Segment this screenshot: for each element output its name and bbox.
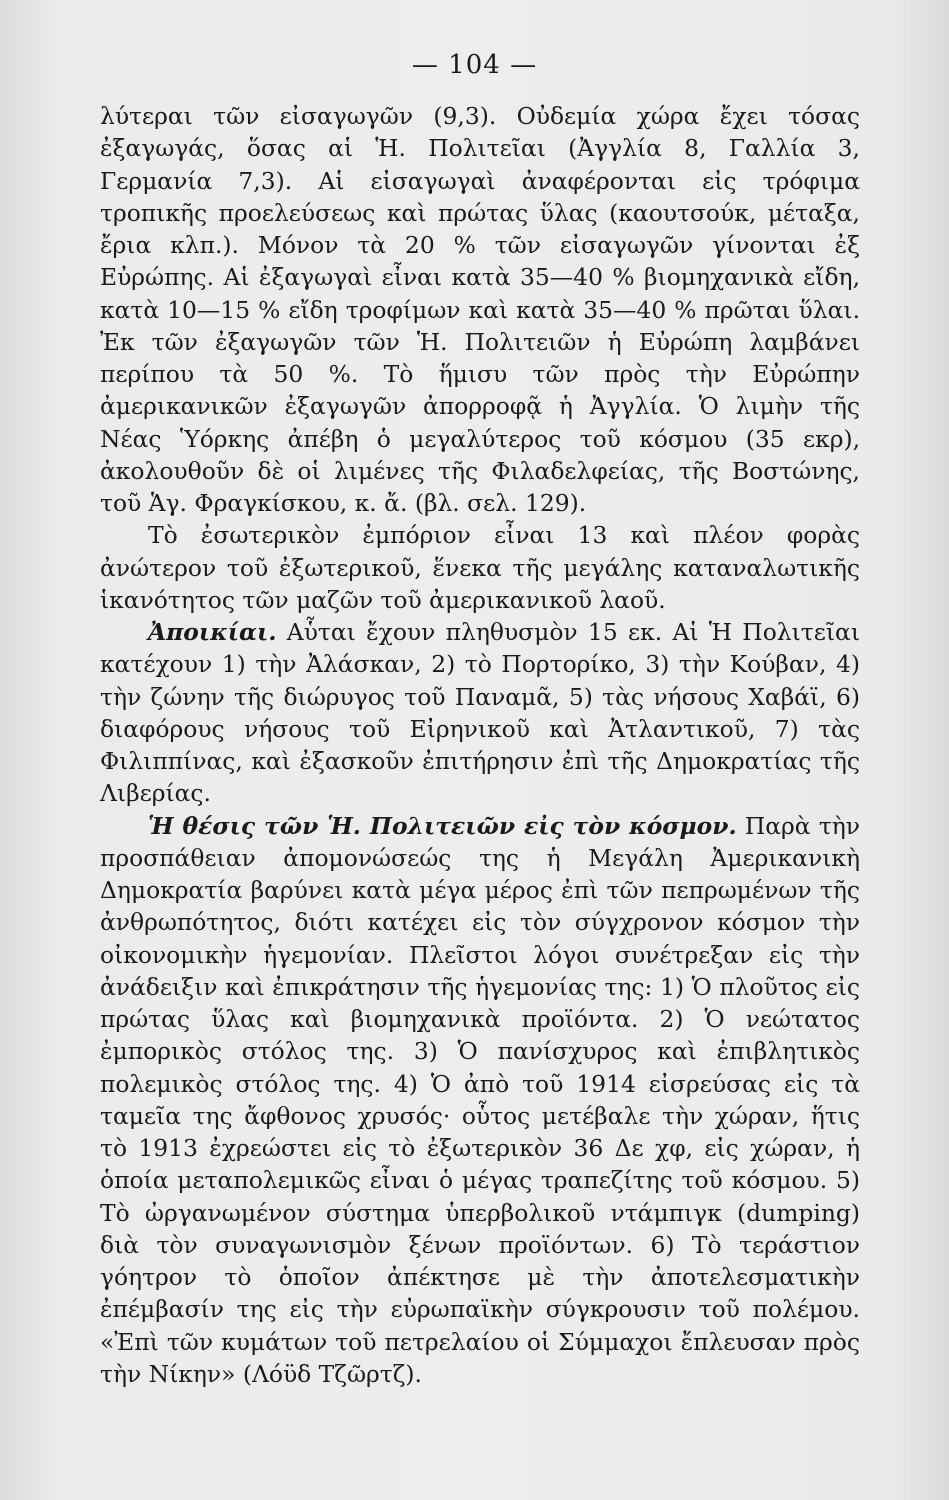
paragraph-colonies xyxy=(100,616,860,810)
paragraph-text: Αὗται ἔχουν πληθυσμὸν 15 εκ. Αἱ Ἡ Πολιτεῖαι κατέχουν 1) τὴν Ἀλάσκαν, 2) τὸ Πορτορίκο, 3) τὴν Κούβαν, 4) τὴν ζώνην τῆς διώρυγος τοῦ Παναμᾶ, 5) τὰς νήσους Χαβάϊ, 6) διαφόρους νήσους τοῦ Εἰρηνικοῦ καὶ Ἀτλαντικοῦ, 7) τὰς Φιλιππίνας, καὶ ἐξασκοῦν ἐπιτήρησιν ἐπὶ τῆς Δημοκρατίας τῆς Λιβερίας. xyxy=(100,618,860,808)
paragraph-world-position xyxy=(100,810,860,1391)
section-heading-colonies: Ἀποικίαι. xyxy=(148,618,277,646)
paragraph-trade-statistics xyxy=(100,100,860,519)
paragraph-text: λύτεραι τῶν εἰσαγωγῶν (9,3). Οὐδεμία χώρα ἔχει τόσας ἐξαγωγάς, ὅσας αἱ Ἡ. Πολιτεῖαι (Ἀγγλία 8, Γαλλία 3, Γερμανία 7,3). Αἱ εἰσαγωγαὶ ἀναφέρονται εἰς τρόφιμα τροπικῆς προελεύσεως καὶ πρώτας ὕλας (καουτσούκ, μέταξα, ἔρια κλπ.). Μόνον τὰ 20 % τῶν εἰσαγωγῶν γίνονται ἐξ Εὐρώπης. Αἱ ἐξαγωγαὶ εἶναι κατὰ 35—40 % βιομηχανικὰ εἴδη, κατὰ 10—15 % εἴδη τροφίμων καὶ κατὰ 35—40 % πρῶται ὕλαι. Ἐκ τῶν ἐξαγωγῶν τῶν Ἡ. Πολιτειῶν ἡ Εὐρώπη λαμβάνει περίπου τὰ 50 %. Τὸ ἥμισυ τῶν πρὸς τὴν Εὐρώπην ἀμερικανικῶν ἐξαγωγῶν ἀπορροφᾷ ἡ Ἀγγλία. Ὁ λιμὴν τῆς Νέας Ὑόρκης ἀπέβη ὁ μεγαλύτερος τοῦ κόσμου (35 εκρ), ἀκολουθοῦν δὲ οἱ λιμένες τῆς Φιλαδελφείας, τῆς Βοστώνης, τοῦ Ἁγ. Φραγκίσκου, κ. ἄ. (βλ. σελ. 129). xyxy=(100,102,860,517)
paragraph-text: Τὸ ἐσωτερικὸν ἐμπόριον εἶναι 13 καὶ πλέον φορὰς ἀνώτερον τοῦ ἐξωτερικοῦ, ἕνεκα τῆς μεγάλης καταναλωτικῆς ἱκανότητος τῶν μαζῶν τοῦ ἀμερικανικοῦ λαοῦ. xyxy=(100,521,860,614)
paragraph-domestic-trade xyxy=(100,519,860,616)
section-heading-world-position: Ἡ θέσις τῶν Ἡ. Πολιτειῶν εἰς τὸν κόσμον. xyxy=(148,811,737,840)
page-text xyxy=(100,100,860,1390)
paragraph-text: Παρὰ τὴν προσπάθειαν ἀπομονώσεώς της ἡ Μεγάλη Ἀμερικανικὴ Δημοκρατία βαρύνει κατὰ μέγα μέρος ἐπὶ τῶν πεπρωμένων τῆς ἀνθρωπότητος, διότι κατέχει εἰς τὸν σύγχρονον κόσμον τὴν οἰκονομικὴν ἡγεμονίαν. Πλεῖστοι λόγοι συνέτρεξαν εἰς τὴν ἀνάδειξιν καὶ ἐπικράτησιν τῆς ἡγεμονίας της: 1) Ὁ πλοῦτος εἰς πρώτας ὕλας καὶ βιομηχανικὰ προϊόντα. 2) Ὁ νεώτατος ἐμπορικὸς στόλος της. 3) Ὁ πανίσχυρος καὶ ἐπιβλητικὸς πολεμικὸς στόλος της. 4) Ὁ ἀπὸ τοῦ 1914 εἰσρεύσας εἰς τὰ ταμεῖα της ἄφθονος χρυσός· οὗτος μετέβαλε τὴν χώραν, ἥτις τὸ 1913 ἐχρεώστει εἰς τὸ ἐξωτερικὸν 36 Δε χφ, εἰς χώραν, ἡ ὁποία μεταπολεμικῶς εἶναι ὁ μέγας τραπεζίτης τοῦ κόσμου. 5) Τὸ ὠργανωμένον σύστημα ὑπερβολικοῦ ντάμπιγκ (dumping) διὰ τὸν συναγωνισμὸν ξένων προϊόντων. 6) Τὸ τεράστιον γόητρον τὸ ὁποῖον ἀπέκτησε μὲ τὴν ἀποτελεσματικὴν ἐπέμβασίν της εἰς τὴν εὐρωπαϊκὴν σύγκρουσιν τοῦ πολέμου. «Ἐπὶ τῶν κυμάτων τοῦ πετρελαίου οἱ Σύμμαχοι ἔπλευσαν πρὸς τὴν Νίκην» (Λόϋδ Τζῶρτζ). xyxy=(100,811,860,1388)
page-number: — 104 — xyxy=(411,50,538,80)
